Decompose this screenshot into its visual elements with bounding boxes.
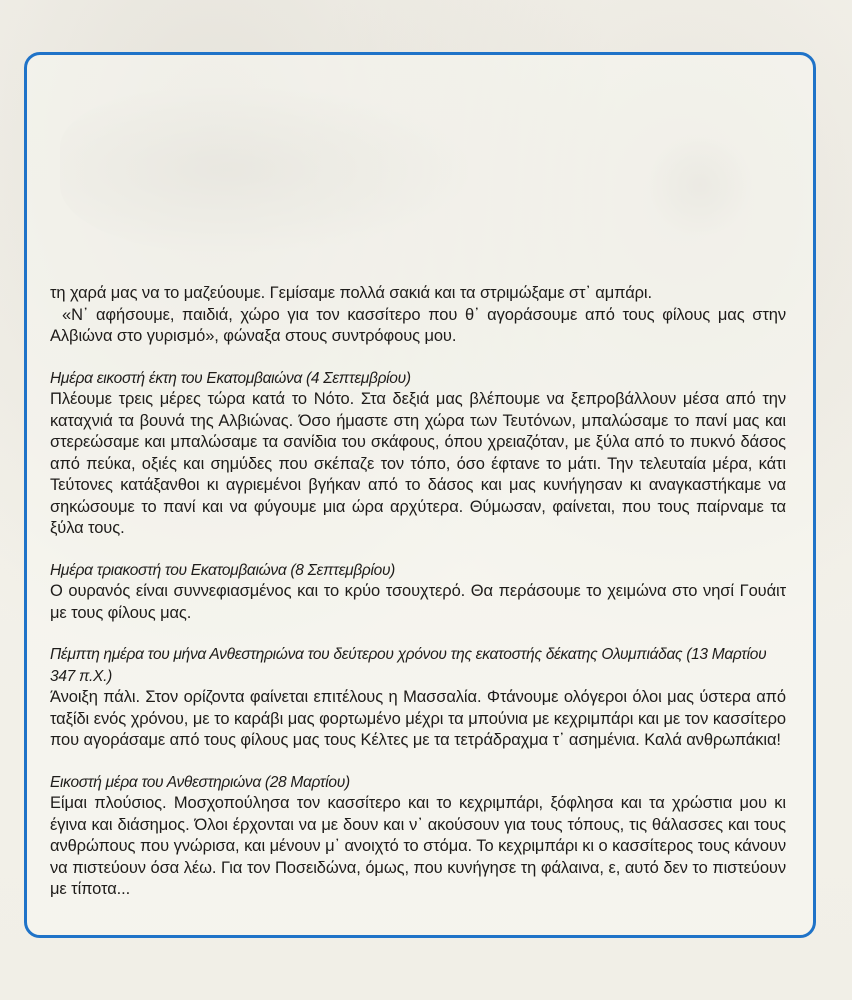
opening-line-2: «Ν᾽ αφήσουμε, παιδιά, χώρο για τον κασσίτερο που θ᾽ αγοράσουμε από τους φίλους μας στην Αλβιώνα στο γυρισμό», φώναξα στους συντρόφους μου. xyxy=(50,305,786,345)
entry-text: Είμαι πλούσιος. Μοσχοπούλησα τον κασσίτερο και το κεχριμπάρι, ξόφλησα και τα χρώστια μου κι έγινα και διάσημος. Όλοι έρχονται να με δουν και ν᾽ ακούσουν για τους τόπους, τις θάλασσες και τους ανθρώπους που γνώρισα, και μένουν μ᾽ ανοιχτό το στόμα. Το κεχριμπάρι κι ο κασσίτερος τους κάνουν να πιστεύουν όσα λέω. Για τον Ποσειδώνα, όμως, που κυνήγησε τη φάλαινα, ε, αυτό δεν το πιστεύουν με τίποτα... xyxy=(50,794,786,898)
entry-title: Πέμπτη ημέρα του μήνα Ανθεστηριώνα του δεύτερου χρόνου της εκατοστής δέκατης Ολυμπιάδας (13 Μαρτίου 347 π.Χ.) xyxy=(50,646,767,685)
diary-entry xyxy=(50,368,786,540)
opening-line-1: τη χαρά μας να το μαζεύουμε. Γεμίσαμε πολλά σακιά και τα στριμώξαμε στ᾽ αμπάρι. xyxy=(50,284,652,302)
entry-title: Εικοστή μέρα του Ανθεστηριώνα (28 Μαρτίου) xyxy=(50,773,350,791)
entry-text: Πλέουμε τρεις μέρες τώρα κατά το Νότο. Στα δεξιά μας βλέπουμε να ξεπροβάλλουν μέσα από την καταχνιά τα βουνά της Αλβιώνας. Όσο ήμαστε στη χώρα των Τευτόνων, μπαλώσαμε το πανί μας και στερεώσαμε και μπαλώσαμε τα σανίδια του σκάφους, όπου χρειαζόταν, με ξύλα από το πυκνό δάσος από πεύκα, οξιές και σημύδες που σκέπαζε τον τόπο, όσο έφτανε το μάτι. Την τελευταία μέρα, κάτι Τεύτονες κατάξανθοι κι αγριεμένοι βγήκαν από το δάσος και μας κυνήγησαν κι αναγκαστήκαμε να σηκώσουμε το πανί και να φύγουμε μια ώρα αρχύτερα. Θύμωσαν, φαίνεται, που τους παίρναμε τα ξύλα τους. xyxy=(50,390,786,537)
entry-title: Ημέρα τριακοστή του Εκατομβαιώνα (8 Σεπτεμβρίου) xyxy=(50,561,396,579)
entry-text: Άνοιξη πάλι. Στον ορίζοντα φαίνεται επιτέλους η Μασσαλία. Φτάνουμε ολόγεροι όλοι μας ύστερα από ταξίδι ενός χρόνου, με το καράβι μας φορτωμένο μέχρι τα μπούνια με κεχριμπάρι και με τον κασσίτερο που αγοράσαμε από τους φίλους μας τους Κέλτες με τα τετράδραχμα τ᾽ ασημένια. Καλά ανθρωπάκια! xyxy=(50,688,786,749)
entry-title: Ημέρα εικοστή έκτη του Εκατομβαιώνα (4 Σεπτεμβρίου) xyxy=(50,369,411,387)
diary-entry xyxy=(50,772,786,901)
diary-entry xyxy=(50,560,786,625)
entry-text: Ο ουρανός είναι συννεφιασμένος και το κρύο τσουχτερό. Θα περάσουμε το χειμώνα στο νησί Γουάιτ με τους φίλους μας. xyxy=(50,582,786,622)
diary-entry xyxy=(50,644,786,752)
diary-text xyxy=(50,283,786,901)
